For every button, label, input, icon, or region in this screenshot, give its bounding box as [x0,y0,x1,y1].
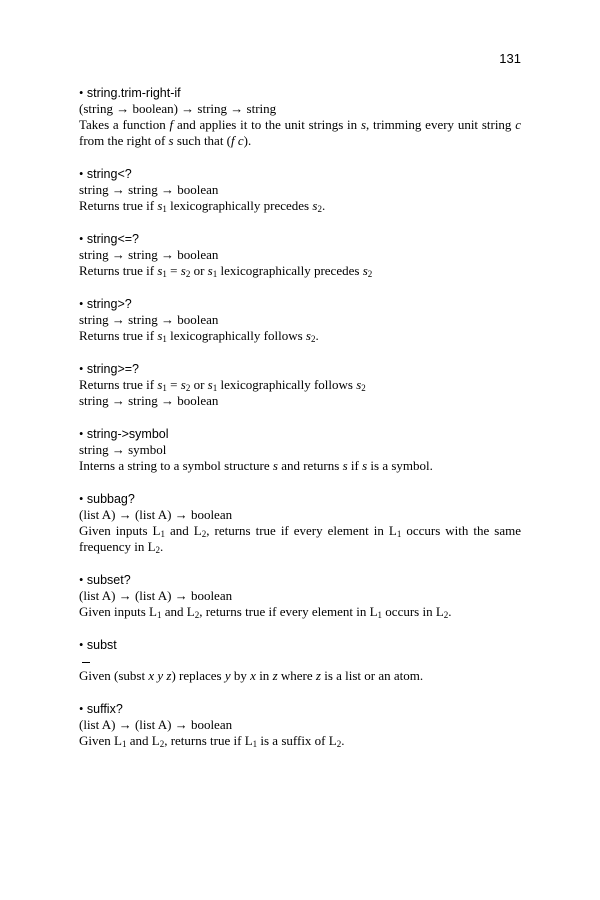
entry-string-less [79,166,521,214]
entry-name: • string>? [79,297,132,311]
entry-description: Returns true if $s_1$ lexicographically precedes $s_2$. [79,198,326,214]
entry-subbag [79,491,521,555]
entry-name: • string<? [79,167,132,181]
entry-string-greater-equal [79,361,521,409]
entry-signature: string → symbol [79,442,167,457]
entry-name: • string->symbol [79,427,169,441]
entry-signature: (string → boolean) → string → string [79,101,277,116]
entry-string-less-equal [79,231,521,279]
entry-subset [79,572,521,620]
entry-signature: (list A) → (list A) → boolean [79,717,233,732]
entry-subst [79,637,521,684]
entry-description: Returns true if $s_1 = s_2$ or $s_1$ lexicographically follows $s_2$ [79,377,366,393]
entry-description: Given inputs $L_1$ and $L_2$, returns true if every element in $L_1$ occurs in $L_2$. [79,604,452,620]
entry-string-trim-right-if [79,85,521,149]
entry-name: • string.trim-right-if [79,86,181,100]
entry-signature: (list A) → (list A) → boolean [79,507,233,522]
entry-name: • subst [79,638,117,652]
entry-description: Returns true if $s_1$ lexicographically follows $s_2$. [79,328,319,344]
entry-name: • string<=? [79,232,139,246]
entry-string-to-symbol [79,426,521,474]
entry-description: Given (subst x y z) replaces y by x in z where z is a list or an atom. [79,668,424,683]
entry-description: Given $L_1$ and $L_2$, returns true if $L_1$ is a suffix of $L_2$. [79,733,345,749]
entry-name: • string>=? [79,362,139,376]
page-number: 131 [499,51,521,66]
entry-string-greater [79,296,521,344]
entry-description: Given inputs $L_1$ and $L_2$, returns true if every element in $L_1$ occurs with the same frequency in $L_2$. [79,523,522,555]
entry-suffix [79,701,521,749]
entry-signature: string → string → boolean [79,393,219,408]
entry-description: Takes a function f and applies it to the unit strings in s, trimming every unit string c from the right of s such that (f c). [79,117,521,148]
signature-placeholder-mark [82,653,90,663]
entry-signature: string → string → boolean [79,247,219,262]
bullet: • [79,86,84,100]
entry-name: • subset? [79,573,131,587]
entry-name: • subbag? [79,492,135,506]
entry-name: • suffix? [79,702,123,716]
entry-description: Returns true if $s_1 = s_2$ or $s_1$ lexicographically precedes $s_2$ [79,263,373,279]
entry-description: Interns a string to a symbol structure s and returns s if s is a symbol. [79,458,433,473]
function-reference-list [79,85,521,766]
entry-signature: (list A) → (list A) → boolean [79,588,233,603]
entry-signature: string → string → boolean [79,312,219,327]
entry-signature: string → string → boolean [79,182,219,197]
